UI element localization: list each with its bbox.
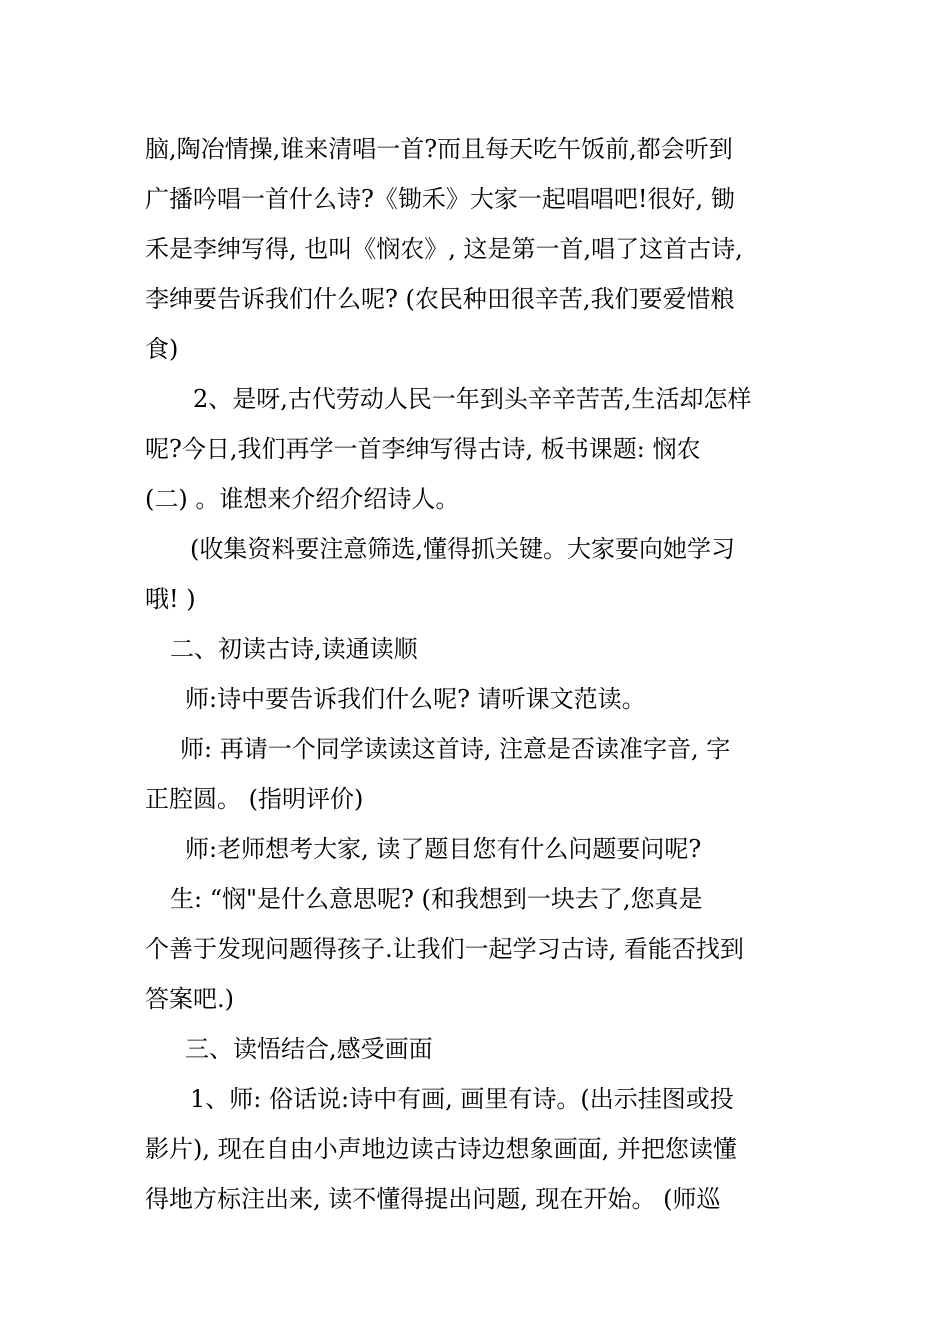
text-line: 广播吟唱一首什么诗?《锄禾》大家一起唱唱吧!很好, 锄 <box>145 185 735 213</box>
text-line: (二) 。谁想来介绍介绍诗人。 <box>145 485 460 513</box>
text-line: 师: 再请一个同学读读这首诗, 注意是否读准字音, 字 <box>180 735 731 763</box>
text-line: 正腔圆。 (指明评价) <box>145 785 364 813</box>
section-heading: 三、读悟结合,感受画面 <box>185 1035 433 1063</box>
text-line: 得地方标注出来, 读不懂得提出问题, 现在开始。 (师巡 <box>145 1185 721 1213</box>
text-line: 呢?今日,我们再学一首李绅写得古诗, 板书课题: 悯农 <box>145 435 701 463</box>
text-line: (收集资料要注意筛选,懂得抓关键。大家要向她学习 <box>190 535 735 563</box>
text-line: 李绅要告诉我们什么呢? (农民种田很辛苦,我们要爱惜粮 <box>145 285 735 313</box>
text-line: 师:诗中要告诉我们什么呢? 请听课文范读。 <box>185 685 646 713</box>
text-line: 生: “悯"是什么意思呢? (和我想到一块去了,您真是 <box>170 885 703 913</box>
text-line: 2、是呀,古代劳动人民一年到头辛辛苦苦,生活却怎样 <box>193 385 752 413</box>
text-line: 师:老师想考大家, 读了题目您有什么问题要问呢? <box>185 835 702 863</box>
section-heading: 二、初读古诗,读通读顺 <box>170 635 418 663</box>
text-line: 答案吧.) <box>145 985 234 1013</box>
text-line: 哦! ) <box>145 585 196 613</box>
text-line: 影片), 现在自由小声地边读古诗边想象画面, 并把您读懂 <box>145 1135 737 1163</box>
text-line: 食) <box>145 335 179 363</box>
text-line: 禾是李绅写得, 也叫《悯农》, 这是第一首,唱了这首古诗, <box>145 235 743 263</box>
text-line: 个善于发现问题得孩子.让我们一起学习古诗, 看能否找到 <box>145 935 744 963</box>
text-line: 1、师: 俗话说:诗中有画, 画里有诗。(出示挂图或投 <box>190 1085 734 1113</box>
text-line: 脑,陶冶情操,谁来清唱一首?而且每天吃午饭前,都会听到 <box>145 135 733 163</box>
